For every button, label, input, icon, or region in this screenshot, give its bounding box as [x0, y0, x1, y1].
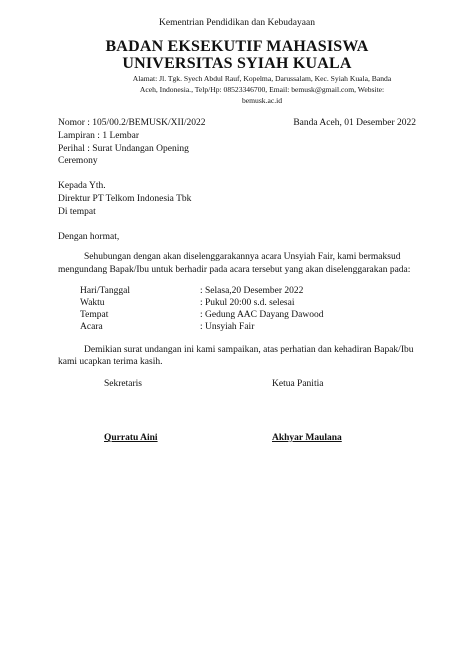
organization-address [112, 73, 412, 106]
closing-paragraph-line2: kami ucapkan terima kasih. [58, 357, 163, 367]
signature-name-chair: Akhyar Maulana [272, 433, 342, 443]
intro-paragraph-line1: Sehubungan dengan akan diselenggarakannya acara Unsyiah Fair, kami bermaksud [84, 252, 401, 262]
detail-value-event: : Unsyiah Fair [200, 322, 255, 332]
recipient-location: Di tempat [58, 207, 96, 217]
detail-value-place: : Gedung AAC Dayang Dawood [200, 310, 324, 320]
intro-paragraph-line2: mengundang Bapak/Ibu untuk berhadir pada acara tersebut yang akan diselenggarakan pada: [58, 265, 411, 275]
letter-place-date: Banda Aceh, 01 Desember 2022 [293, 118, 416, 128]
organization-title-line2: UNIVERSITAS SYIAH KUALA [122, 55, 352, 72]
closing-paragraph-line1: Demikian surat undangan ini kami sampaikan, atas perhatian dan kehadiran Bapak/Ibu [84, 345, 414, 355]
detail-label-date: Hari/Tanggal [80, 286, 130, 296]
signature-role-secretary: Sekretaris [104, 379, 142, 389]
signature-name-secretary: Qurratu Aini [104, 433, 158, 443]
detail-value-time: : Pukul 20:00 s.d. selesai [200, 298, 295, 308]
detail-label-event: Acara [80, 322, 103, 332]
detail-value-date: : Selasa,20 Desember 2022 [200, 286, 304, 296]
letter-number: Nomor : 105/00.2/BEMUSK/XII/2022 [58, 118, 206, 128]
ministry-name: Kementrian Pendidikan dan Kebudayaan [159, 18, 315, 28]
recipient-salutation: Kepada Yth. [58, 181, 106, 191]
address-line: bemusk.ac.id [241, 96, 283, 105]
letter-attachment: Lampiran : 1 Lembar [58, 131, 139, 141]
address-line: Aceh, Indonesia., Telp/Hp: 08523346700, Email: bemusk@gmail.com, Website: [139, 85, 385, 94]
letter-subject-continued: Ceremony [58, 156, 98, 166]
letter-subject: Perihal : Surat Undangan Opening [58, 144, 189, 154]
detail-label-time: Waktu [80, 298, 105, 308]
recipient-name: Direktur PT Telkom Indonesia Tbk [58, 194, 192, 204]
signature-role-chair: Ketua Panitia [272, 379, 324, 389]
address-line: Alamat: Jl. Tgk. Syech Abdul Rauf, Kopelma, Darussalam, Kec. Syiah Kuala, Banda [132, 74, 392, 83]
greeting: Dengan hormat, [58, 232, 120, 242]
detail-label-place: Tempat [80, 310, 109, 320]
organization-title-line1: BADAN EKSEKUTIF MAHASISWA [105, 38, 369, 55]
